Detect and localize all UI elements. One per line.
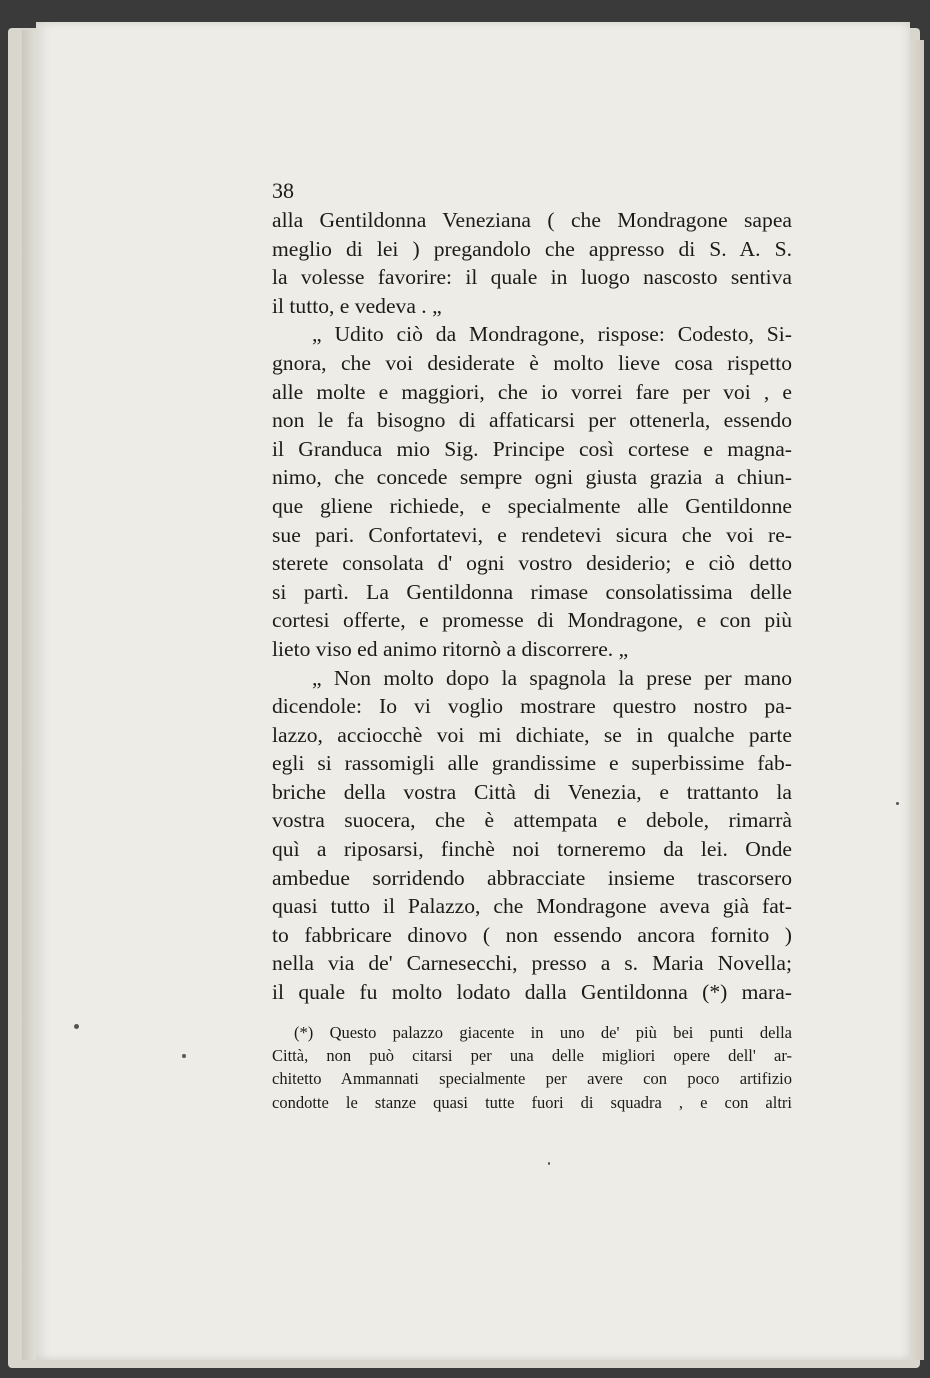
text-line: si partì. La Gentildonna rimase consolatissima delle — [272, 579, 792, 604]
text-line: que gliene richiede, e specialmente alle Gentildonne — [272, 493, 792, 518]
paper-spot — [74, 1024, 79, 1029]
text-line: egli si rassomigli alle grandissime e superbissime fab- — [272, 751, 792, 776]
text-line: alla Gentildonna Veneziana ( che Mondragone sapea — [272, 208, 792, 232]
text-line: nella via de' Carnesecchi, presso a s. Maria Novella; — [272, 951, 792, 976]
text-line: to fabbricare dinovo ( non essendo ancora fornito ) — [272, 922, 792, 947]
paper-spot — [182, 1054, 186, 1058]
text-line: non le fa bisogno di affaticarsi per ottenerla, essendo — [272, 408, 792, 433]
text-line: ambedue sorridendo abbracciate insieme trascorsero — [272, 865, 792, 890]
footnote-line: Città, non può citarsi per una delle migliori opere dell' ar- — [272, 1046, 792, 1066]
text-line: cortesi offerte, e promesse di Mondragone, e con più — [272, 608, 792, 633]
text-line: sterete consolata d' ogni vostro desiderio; e ciò detto — [272, 551, 792, 576]
text-line: lieto viso ed animo ritornò a discorrere. „ — [272, 636, 629, 661]
text-line: quasi tutto il Palazzo, che Mondragone aveva già fat- — [272, 894, 792, 919]
page-number: 38 — [272, 178, 294, 203]
footnote — [272, 1021, 792, 1115]
text-line: alle molte e maggiori, che io vorrei fare per voi , e — [272, 379, 792, 404]
text-line: sue pari. Confortatevi, e rendetevi sicura che voi re- — [272, 522, 792, 547]
text-line: meglio di lei ) pregandolo che appresso di S. A. S. — [272, 236, 792, 261]
text-line: dicendole: Io vi voglio mostrare questro nostro pa- — [272, 694, 792, 719]
text-line: lazzo, acciocchè voi mi dichiate, se in qualche parte — [272, 722, 792, 747]
text-line: nimo, che concede sempre ogni giusta grazia a chiun- — [272, 465, 792, 490]
body-text — [272, 206, 792, 1007]
text-line: gnora, che voi desiderate è molto lieve cosa rispetto — [272, 350, 792, 375]
text-line: il quale fu molto lodato dalla Gentildonna (*) mara- — [272, 980, 792, 1005]
paper-spot — [896, 802, 899, 805]
text-line: il tutto, e vedeva . „ — [272, 293, 442, 318]
footnote-line: (*) Questo palazzo giacente in uno de' più bei punti della — [294, 1022, 792, 1042]
text-line: „ Udito ciò da Mondragone, rispose: Codesto, Si- — [312, 322, 792, 347]
paper-spot — [548, 1162, 550, 1165]
text-line: la volesse favorire: il quale in luogo nascosto sentiva — [272, 265, 792, 290]
text-line: briche della vostra Città di Venezia, e trattanto la — [272, 779, 792, 804]
text-line: vostra suocera, che è attempata e debole, rimarrà — [272, 808, 792, 833]
text-block — [272, 178, 792, 1114]
text-line: il Granduca mio Sig. Principe così cortese e magna- — [272, 436, 792, 461]
text-line: „ Non molto dopo la spagnola la prese per mano — [312, 665, 792, 690]
footnote-line: condotte le stanze quasi tutte fuori di squadra , e con altri — [272, 1092, 792, 1112]
text-line: quì a riposarsi, finchè noi torneremo da lei. Onde — [272, 837, 792, 862]
footnote-line: chitetto Ammannati specialmente per avere con poco artifizio — [272, 1069, 792, 1089]
